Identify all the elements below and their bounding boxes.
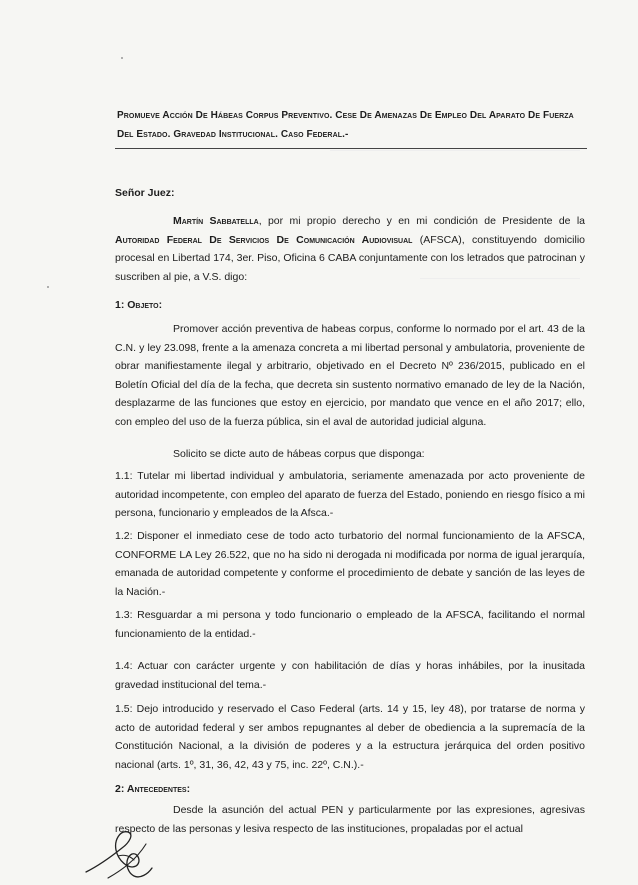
item-1-3: 1.3: Resguardar a mi persona y todo funcionario o empleado de la AFSCA, facilitando el normal funcionamiento de la entidad.- bbox=[115, 609, 585, 640]
intro-text-2: (AFSCA), constituyendo domicilio procesal en Libertad 174, 3er. Piso, Oficina 6 CABA conjuntamente con los letrados que patrocinan y suscriben al pie, a V.S. digo: bbox=[115, 233, 586, 283]
intro-paragraph bbox=[115, 212, 585, 286]
section-1-request: Solicito se dicte auto de hábeas corpus que disponga: bbox=[173, 448, 425, 460]
salutation: Señor Juez: bbox=[115, 187, 175, 199]
section-2-heading: 2: Antecedentes: bbox=[115, 783, 191, 795]
author-name: Martín Sabbatella bbox=[173, 215, 259, 227]
section-2-paragraph: Desde la asunción del actual PEN y particularmente por las expresiones, agresivas respecto de las personas y lesiva respecto de las instituciones, propaladas por el actual bbox=[115, 804, 585, 835]
authority-name: Autoridad Federal De Servicios De Comunicación Audiovisual bbox=[115, 233, 413, 246]
scan-speck bbox=[121, 57, 123, 59]
handwritten-signature bbox=[78, 826, 170, 884]
item-1-4: 1.4: Actuar con carácter urgente y con habilitación de días y horas inhábiles, por la inusitada gravedad institucional del tema.- bbox=[115, 660, 585, 691]
item-1-2: 1.2: Disponer el inmediato cese de todo acto turbatorio del normal funcionamiento de la AFSCA, CONFORME LA Ley 26.522, que no ha sido ni derogada ni modificada por norma de igual jerarquía, emanada de autoridad competente y conforme el procedimiento de debate y sanción de las leyes de la Nación.- bbox=[115, 530, 585, 598]
title-rule bbox=[115, 148, 587, 149]
section-1-heading: 1: Objeto: bbox=[115, 299, 163, 311]
item-1-1: 1.1: Tutelar mi libertad individual y ambulatoria, seriamente amenazada por acto proveniente de autoridad incompetente, con empleo del aparato de fuerza del Estado, poniendo en riesgo físico a mi persona, funcionario y empleados de la Afsca.- bbox=[115, 470, 585, 520]
intro-text-1: , por mi propio derecho y en mi condición de Presidente de la bbox=[258, 215, 585, 227]
section-1-paragraph: Promover acción preventiva de habeas corpus, conforme lo normado por el art. 43 de la C.N. y ley 23.098, frente a la amenaza concreta a mi libertad personal y ambulatoria, proveniente de obrar manifiestamente ilegal y arbitrario, objetivado en el Decreto Nº 236/2015, publicado en el Boletín Oficial del día de la fecha, que decreta sin sustento normativo emanado de ley de la Nación, desplazarme de las funciones que estoy en ejercicio, por mandato que vence en el año 2017; ello, con empleo del uso de la fuerza pública, sin el aval de autoridad judicial alguna. bbox=[115, 323, 585, 428]
document-title: Promueve Acción De Hábeas Corpus Preventivo. Cese De Amenazas De Empleo Del Aparato De Fuerza Del Estado. Gravedad Institucional. Caso Federal.- bbox=[117, 110, 574, 140]
item-1-5: 1.5: Dejo introducido y reservado el Caso Federal (arts. 14 y 15, ley 48), por tratarse de norma y acto de autoridad federal y ser ambos repugnantes al deber de obediencia a la supremacía de la Constitución Nacional, a la división de poderes y a la estructura jerárquica del orden positivo nacional (arts. 1º, 31, 36, 42, 43 y 75, inc. 22º, C.N.).- bbox=[115, 703, 585, 771]
scan-speck bbox=[47, 286, 49, 288]
